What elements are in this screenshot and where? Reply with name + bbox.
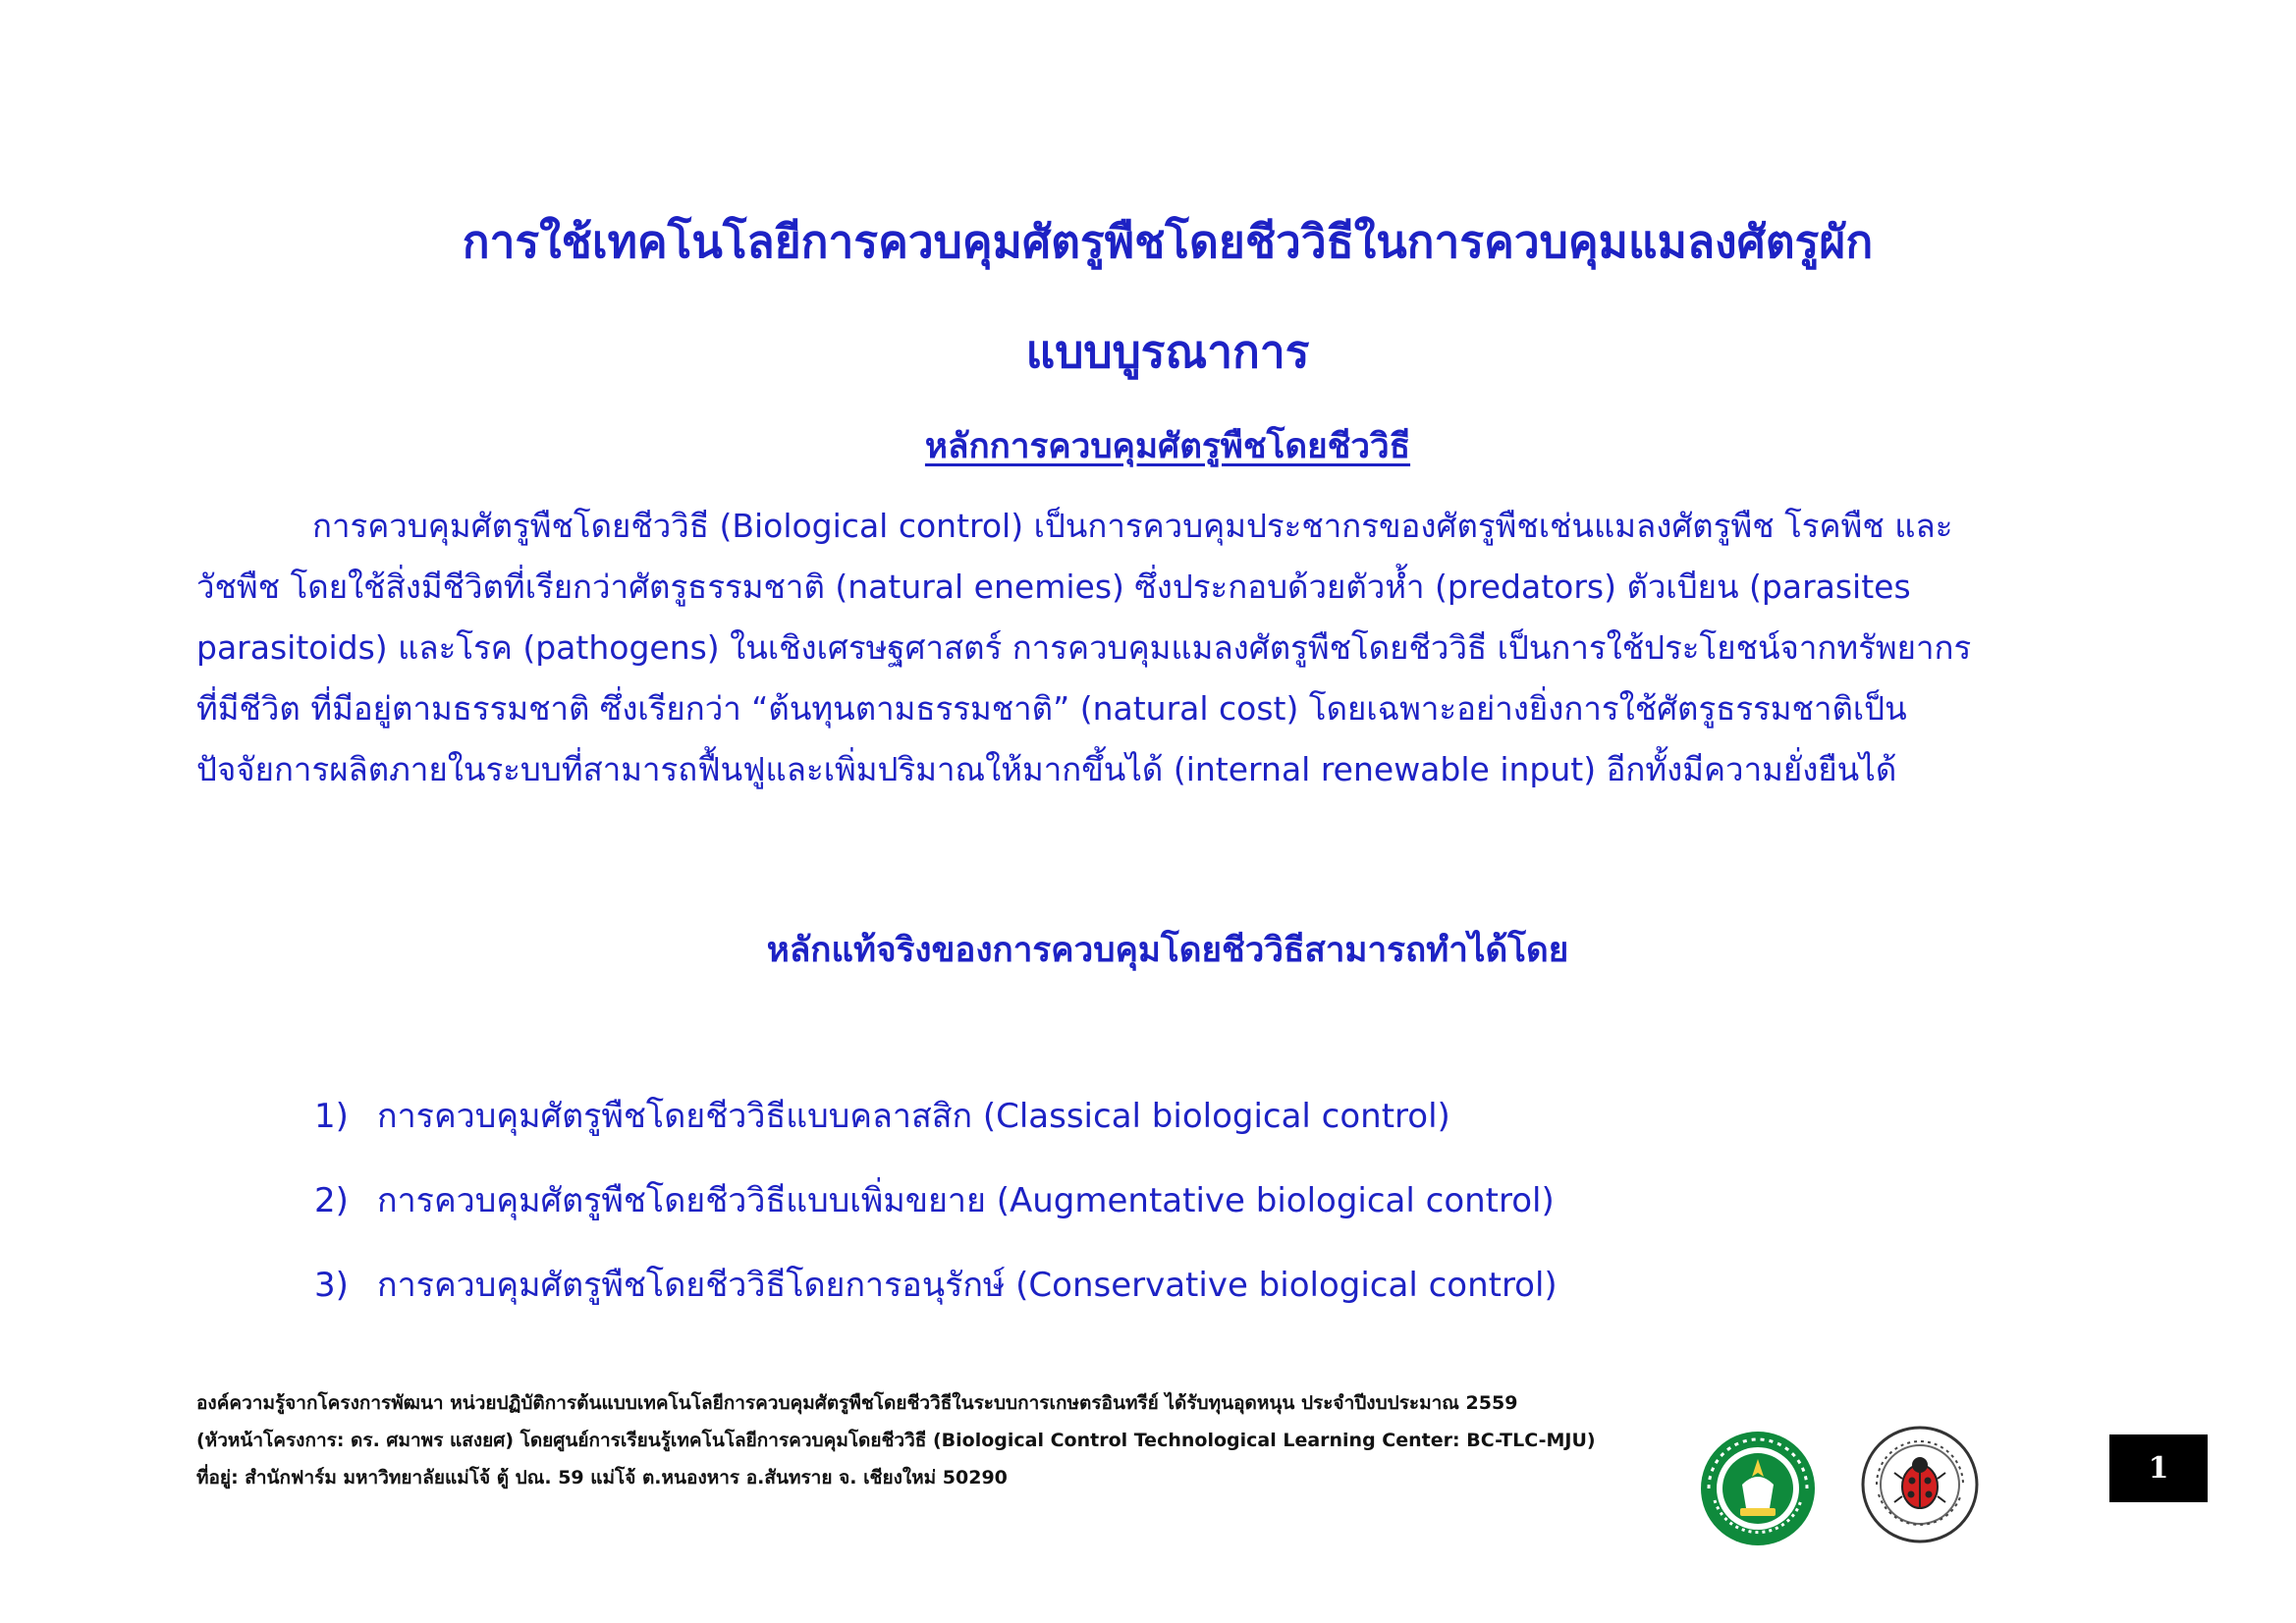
list-item-text: การควบคุมศัตรูพืชโดยชีววิธีแบบคลาสสิก (Classical biological control)	[377, 1097, 1450, 1136]
list-item-number: 2)	[314, 1181, 349, 1220]
section-heading-principles: หลักการควบคุมศัตรูพืชโดยชีววิธี	[924, 427, 1411, 466]
paragraph-line: การควบคุมศัตรูพืชโดยชีววิธี (Biological control) เป็นการควบคุมประชากรของศัตรูพืชเช่นแมลงศัตรูพืช โรคพืช และ	[312, 507, 1953, 545]
footer-credits	[196, 1384, 1596, 1496]
footer-line-project: องค์ความรู้จากโครงการพัฒนา หน่วยปฏิบัติการต้นแบบเทคโนโลยีการควบคุมศัตรูพืชโดยชีววิธีในระบบการเกษตรอินทรีย์ ได้รับทุนอุดหนุน ประจำปีงบประมาณ 2559	[196, 1392, 1518, 1414]
list-item	[314, 1171, 1558, 1256]
page-number-badge	[2109, 1434, 2208, 1502]
list-item	[314, 1087, 1558, 1171]
document-title-line-1: การใช้เทคโนโลยีการควบคุมศัตรูพืชโดยชีววิธีในการควบคุมแมลงศัตรูผัก	[462, 215, 1874, 268]
paragraph-line: ปัจจัยการผลิตภายในระบบที่สามารถฟื้นฟูและเพิ่มปริมาณให้มากขึ้นได้ (internal renewable input) อีกทั้งมีความยั่งยืนได้	[196, 750, 1897, 788]
paragraph-line: ที่มีชีวิต ที่มีอยู่ตามธรรมชาติ ซึ่งเรียกว่า “ต้นทุนตามธรรมชาติ” (natural cost) โดยเฉพาะอย่างยิ่งการใช้ศัตรูธรรมชาติเป็น	[196, 689, 1907, 728]
list-item-number: 3)	[314, 1266, 349, 1305]
page-number: 1	[2148, 1451, 2169, 1486]
list-item-text: การควบคุมศัตรูพืชโดยชีววิธีแบบเพิ่มขยาย (Augmentative biological control)	[377, 1181, 1555, 1220]
list-item	[314, 1256, 1558, 1340]
footer-line-address: ที่อยู่: สำนักฟาร์ม มหาวิทยาลัยแม่โจ้ ตู้ ปณ. 59 แม่โจ้ ต.หนองหาร อ.สันทราย จ. เชียงใหม่ 50290	[196, 1467, 1008, 1488]
paragraph-line: parasitoids) และโรค (pathogens) ในเชิงเศรษฐศาสตร์ การควบคุมแมลงศัตรูพืชโดยชีววิธี เป็นการใช้ประโยชน์จากทรัพยากร	[196, 628, 1972, 667]
intro-paragraph	[196, 496, 2109, 800]
paragraph-line: วัชพืช โดยใช้สิ่งมีชีวิตที่เรียกว่าศัตรูธรรมชาติ (natural enemies) ซึ่งประกอบด้วยตัวห้ำ (predators) ตัวเบียน (parasites	[196, 568, 1911, 606]
list-item-text: การควบคุมศัตรูพืชโดยชีววิธีโดยการอนุรักษ์ (Conservative biological control)	[377, 1266, 1558, 1305]
list-item-number: 1)	[314, 1097, 349, 1136]
maejo-university-logo	[1699, 1430, 1817, 1547]
document-title-line-2: แบบบูรณาการ	[1025, 325, 1310, 378]
section-heading-methods: หลักแท้จริงของการควบคุมโดยชีววิธีสามารถทำได้โดย	[766, 931, 1569, 970]
footer-line-center: (หัวหน้าโครงการ: ดร. ศมาพร แสงยศ) โดยศูนย์การเรียนรู้เทคโนโลยีการควบคุมโดยชีววิธี (Biological Control Technological Learning Center: BC-TLC-MJU)	[196, 1430, 1596, 1451]
methods-list	[314, 1087, 1558, 1340]
biological-control-center-logo	[1861, 1426, 1979, 1543]
